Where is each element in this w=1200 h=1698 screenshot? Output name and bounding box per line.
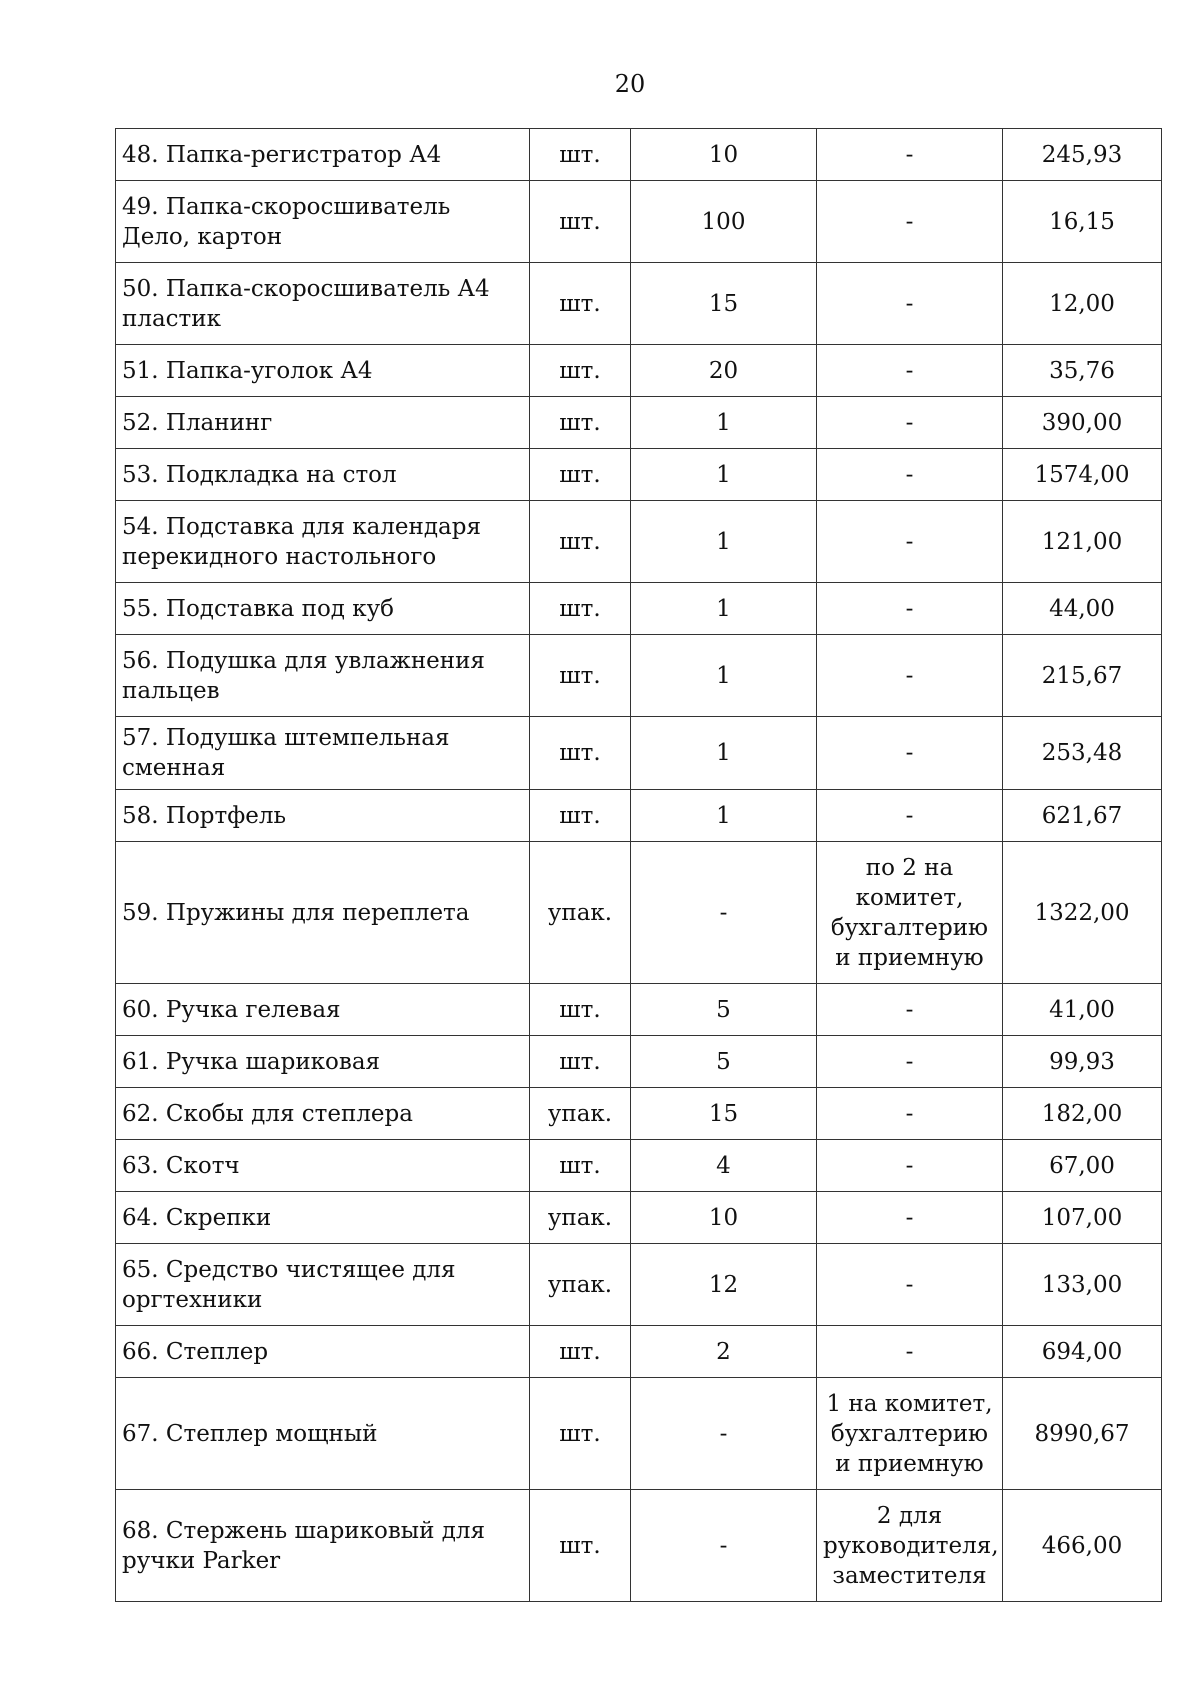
item-quantity: 1 <box>631 449 817 501</box>
table-row <box>116 1088 1162 1140</box>
item-unit: шт. <box>530 449 631 501</box>
item-name: 55. Подставка под куб <box>116 583 530 635</box>
table-row <box>116 1192 1162 1244</box>
item-name: 62. Скобы для степлера <box>116 1088 530 1140</box>
item-price: 245,93 <box>1003 129 1162 181</box>
item-unit: шт. <box>530 583 631 635</box>
item-unit: шт. <box>530 1490 631 1602</box>
item-price: 215,67 <box>1003 635 1162 717</box>
item-quantity: 15 <box>631 263 817 345</box>
item-unit: шт. <box>530 790 631 842</box>
table-row <box>116 984 1162 1036</box>
item-note: - <box>817 501 1003 583</box>
item-note: - <box>817 181 1003 263</box>
item-name: 54. Подставка для календаря перекидного настольного <box>116 501 530 583</box>
item-quantity: 5 <box>631 1036 817 1088</box>
table-row <box>116 1140 1162 1192</box>
table-row <box>116 1490 1162 1602</box>
item-price: 41,00 <box>1003 984 1162 1036</box>
item-price: 182,00 <box>1003 1088 1162 1140</box>
item-quantity: 15 <box>631 1088 817 1140</box>
table-row <box>116 129 1162 181</box>
item-unit: шт. <box>530 717 631 790</box>
item-quantity: 1 <box>631 583 817 635</box>
table-row <box>116 397 1162 449</box>
item-price: 253,48 <box>1003 717 1162 790</box>
item-price: 694,00 <box>1003 1326 1162 1378</box>
item-price: 12,00 <box>1003 263 1162 345</box>
item-quantity: 10 <box>631 129 817 181</box>
item-note: - <box>817 345 1003 397</box>
item-quantity: 1 <box>631 790 817 842</box>
table-row <box>116 635 1162 717</box>
item-price: 67,00 <box>1003 1140 1162 1192</box>
item-note: - <box>817 717 1003 790</box>
item-unit: упак. <box>530 842 631 984</box>
item-quantity: - <box>631 842 817 984</box>
item-quantity: - <box>631 1490 817 1602</box>
item-name: 58. Портфель <box>116 790 530 842</box>
item-name: 52. Планинг <box>116 397 530 449</box>
page-number: 20 <box>614 70 646 98</box>
item-quantity: 1 <box>631 717 817 790</box>
item-unit: шт. <box>530 397 631 449</box>
table-row <box>116 449 1162 501</box>
item-price: 16,15 <box>1003 181 1162 263</box>
item-note: - <box>817 129 1003 181</box>
table-row <box>116 842 1162 984</box>
item-quantity: 1 <box>631 501 817 583</box>
item-unit: упак. <box>530 1192 631 1244</box>
table-row <box>116 1036 1162 1088</box>
item-unit: шт. <box>530 501 631 583</box>
item-note: - <box>817 449 1003 501</box>
item-unit: шт. <box>530 129 631 181</box>
table-row <box>116 1244 1162 1326</box>
item-unit: шт. <box>530 345 631 397</box>
item-unit: шт. <box>530 263 631 345</box>
table-row <box>116 717 1162 790</box>
item-price: 390,00 <box>1003 397 1162 449</box>
table-row <box>116 501 1162 583</box>
item-name: 53. Подкладка на стол <box>116 449 530 501</box>
item-note: - <box>817 583 1003 635</box>
item-note: 1 на комитет, бухгалтерию и приемную <box>817 1378 1003 1490</box>
item-unit: шт. <box>530 1036 631 1088</box>
item-note: - <box>817 1036 1003 1088</box>
item-name: 59. Пружины для переплета <box>116 842 530 984</box>
item-name: 51. Папка-уголок А4 <box>116 345 530 397</box>
item-quantity: 12 <box>631 1244 817 1326</box>
table-row <box>116 181 1162 263</box>
item-name: 49. Папка-скоросшиватель Дело, картон <box>116 181 530 263</box>
item-unit: шт. <box>530 635 631 717</box>
item-name: 66. Степлер <box>116 1326 530 1378</box>
item-quantity: 4 <box>631 1140 817 1192</box>
item-quantity: 20 <box>631 345 817 397</box>
item-price: 8990,67 <box>1003 1378 1162 1490</box>
item-note: - <box>817 635 1003 717</box>
item-note: по 2 на комитет, бухгалтерию и приемную <box>817 842 1003 984</box>
item-price: 1322,00 <box>1003 842 1162 984</box>
item-quantity: 5 <box>631 984 817 1036</box>
item-name: 48. Папка-регистратор А4 <box>116 129 530 181</box>
item-price: 121,00 <box>1003 501 1162 583</box>
item-quantity: 100 <box>631 181 817 263</box>
item-unit: упак. <box>530 1088 631 1140</box>
item-price: 35,76 <box>1003 345 1162 397</box>
item-price: 99,93 <box>1003 1036 1162 1088</box>
item-name: 60. Ручка гелевая <box>116 984 530 1036</box>
item-note: 2 для руководителя, заместителя <box>817 1490 1003 1602</box>
table-row <box>116 790 1162 842</box>
item-name: 65. Средство чистящее для оргтехники <box>116 1244 530 1326</box>
item-price: 44,00 <box>1003 583 1162 635</box>
table-row <box>116 1326 1162 1378</box>
item-name: 50. Папка-скоросшиватель А4 пластик <box>116 263 530 345</box>
item-unit: упак. <box>530 1244 631 1326</box>
table-row <box>116 583 1162 635</box>
table-row <box>116 263 1162 345</box>
item-note: - <box>817 1244 1003 1326</box>
item-name: 56. Подушка для увлажнения пальцев <box>116 635 530 717</box>
supplies-table <box>115 128 1162 1602</box>
table-row <box>116 1378 1162 1490</box>
item-name: 63. Скотч <box>116 1140 530 1192</box>
item-note: - <box>817 1140 1003 1192</box>
item-name: 64. Скрепки <box>116 1192 530 1244</box>
item-price: 107,00 <box>1003 1192 1162 1244</box>
item-quantity: 10 <box>631 1192 817 1244</box>
item-quantity: - <box>631 1378 817 1490</box>
item-price: 1574,00 <box>1003 449 1162 501</box>
item-name: 68. Стержень шариковый для ручки Parker <box>116 1490 530 1602</box>
item-unit: шт. <box>530 181 631 263</box>
item-quantity: 1 <box>631 397 817 449</box>
item-name: 61. Ручка шариковая <box>116 1036 530 1088</box>
item-note: - <box>817 984 1003 1036</box>
item-note: - <box>817 397 1003 449</box>
item-quantity: 2 <box>631 1326 817 1378</box>
item-note: - <box>817 263 1003 345</box>
item-name: 57. Подушка штемпельная сменная <box>116 717 530 790</box>
item-price: 466,00 <box>1003 1490 1162 1602</box>
item-name: 67. Степлер мощный <box>116 1378 530 1490</box>
item-unit: шт. <box>530 1140 631 1192</box>
item-note: - <box>817 790 1003 842</box>
item-note: - <box>817 1192 1003 1244</box>
item-price: 621,67 <box>1003 790 1162 842</box>
table-row <box>116 345 1162 397</box>
item-unit: шт. <box>530 1326 631 1378</box>
item-unit: шт. <box>530 984 631 1036</box>
item-note: - <box>817 1088 1003 1140</box>
item-note: - <box>817 1326 1003 1378</box>
item-unit: шт. <box>530 1378 631 1490</box>
item-price: 133,00 <box>1003 1244 1162 1326</box>
item-quantity: 1 <box>631 635 817 717</box>
